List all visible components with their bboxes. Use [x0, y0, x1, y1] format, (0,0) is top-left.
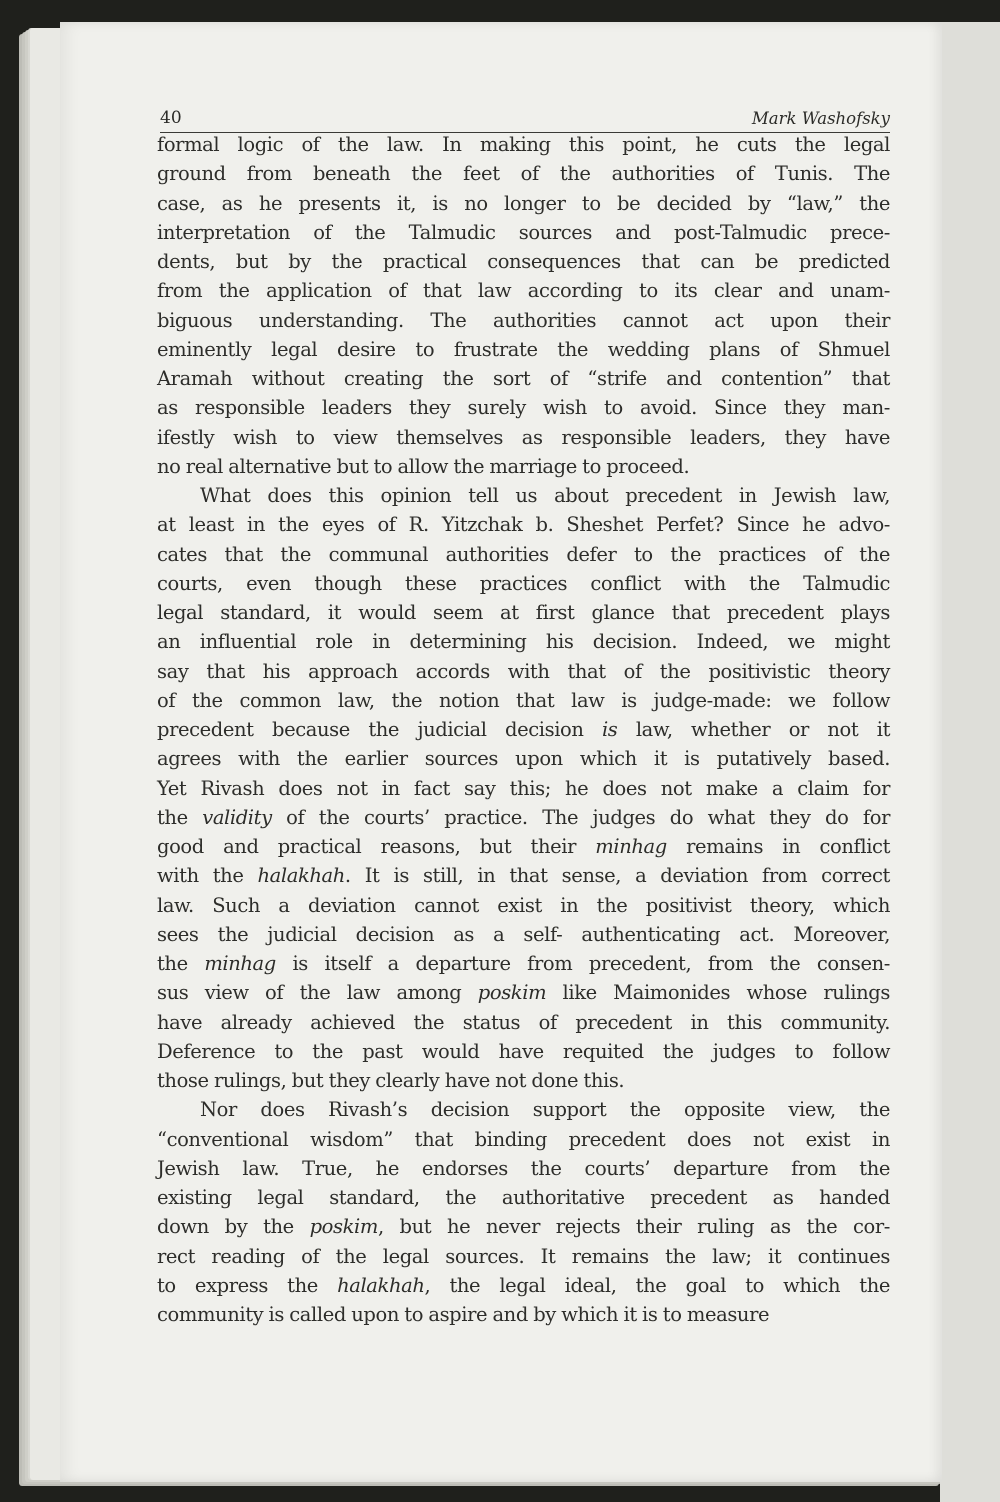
text-line: Jewish law. True, he endorses the courts’ departure from the	[157, 1156, 890, 1180]
text-line: down by the poskim, but he never rejects their ruling as the cor-	[157, 1215, 890, 1239]
italic-term: poskim	[309, 1215, 378, 1239]
italic-term: minhag	[595, 835, 667, 858]
body-text	[157, 130, 890, 1329]
facing-page-edge	[940, 22, 1000, 1502]
text-line: sus view of the law among poskim like Maimonides whose rulings	[157, 981, 890, 1005]
text-line: agrees with the earlier sources upon which it is putatively based.	[157, 747, 890, 771]
text-line: sees the judicial decision as a self- authenticating act. Moreover,	[157, 922, 890, 946]
paragraph	[157, 130, 890, 481]
page-number: 40	[160, 108, 182, 128]
text-line: of the common law, the notion that law is judge-made: we follow	[157, 688, 890, 712]
paragraph	[157, 481, 890, 1095]
text-line: ground from beneath the feet of the authorities of Tunis. The	[157, 162, 890, 186]
text-line: interpretation of the Talmudic sources and post-Talmudic prece-	[157, 220, 890, 244]
text-line: an influential role in determining his decision. Indeed, we might	[157, 630, 890, 654]
text-line: at least in the eyes of R. Yitzchak b. Sheshet Perfet? Since he advo-	[157, 513, 890, 537]
italic-term: halakhah	[257, 864, 345, 888]
italic-term: validity	[202, 805, 272, 829]
text-line: the validity of the courts’ practice. The judges do what they do for	[157, 805, 890, 829]
text-line: rect reading of the legal sources. It remains the law; it continues	[157, 1244, 890, 1268]
italic-term: is	[601, 718, 618, 741]
text-line: no real alternative but to allow the marriage to proceed.	[157, 454, 690, 478]
text-line: What does this opinion tell us about precedent in Jewish law,	[200, 484, 890, 507]
running-head-author: Mark Washofsky	[751, 109, 890, 128]
text-line: with the halakhah. It is still, in that sense, a deviation from correct	[157, 864, 890, 888]
text-line: existing legal standard, the authoritative precedent as handed	[157, 1186, 890, 1209]
italic-term: poskim	[477, 981, 547, 1005]
text-line: dents, but by the practical consequences that can be predicted	[157, 250, 890, 273]
paragraph	[157, 1095, 890, 1329]
text-line: Nor does Rivash’s decision support the opposite view, the	[200, 1098, 890, 1122]
text-line: community is called upon to aspire and by which it is to measure	[157, 1303, 770, 1326]
page-header	[160, 106, 890, 133]
text-line: from the application of that law according to its clear and unam-	[157, 279, 890, 303]
text-line: eminently legal desire to frustrate the wedding plans of Shmuel	[157, 337, 890, 361]
text-line: formal logic of the law. In making this point, he cuts the legal	[157, 133, 890, 156]
text-line: biguous understanding. The authorities cannot act upon their	[157, 308, 890, 332]
text-line: good and practical reasons, but their minhag remains in conflict	[157, 835, 891, 858]
italic-term: minhag	[204, 952, 276, 975]
text-line: precedent because the judicial decision is law, whether or not it	[157, 718, 890, 741]
text-line: Deference to the past would have requited the judges to follow	[157, 1039, 890, 1063]
text-line: courts, even though these practices conflict with the Talmudic	[157, 571, 890, 595]
text-line: legal standard, it would seem at first glance that precedent plays	[157, 601, 890, 624]
text-line: to express the halakhah, the legal ideal, the goal to which the	[157, 1273, 890, 1297]
italic-term: halakhah	[337, 1273, 425, 1297]
text-line: have already achieved the status of precedent in this community.	[157, 1010, 890, 1034]
text-line: as responsible leaders they surely wish to avoid. Since they man-	[157, 396, 890, 420]
text-line: those rulings, but they clearly have not done this.	[157, 1069, 625, 1092]
text-line: say that his approach accords with that of the positivistic theory	[157, 659, 890, 683]
text-line: case, as he presents it, is no longer to be decided by “law,” the	[157, 191, 890, 215]
text-line: “conventional wisdom” that binding precedent does not exist in	[157, 1127, 890, 1151]
text-line: the minhag is itself a departure from precedent, from the consen-	[157, 952, 891, 975]
text-line: law. Such a deviation cannot exist in the positivist theory, which	[157, 893, 890, 917]
text-line: ifestly wish to view themselves as responsible leaders, they have	[157, 425, 890, 449]
text-line: Aramah without creating the sort of “strife and contention” that	[157, 367, 890, 390]
text-line: Yet Rivash does not in fact say this; he does not make a claim for	[157, 776, 890, 800]
text-line: cates that the communal authorities defer to the practices of the	[157, 542, 890, 566]
